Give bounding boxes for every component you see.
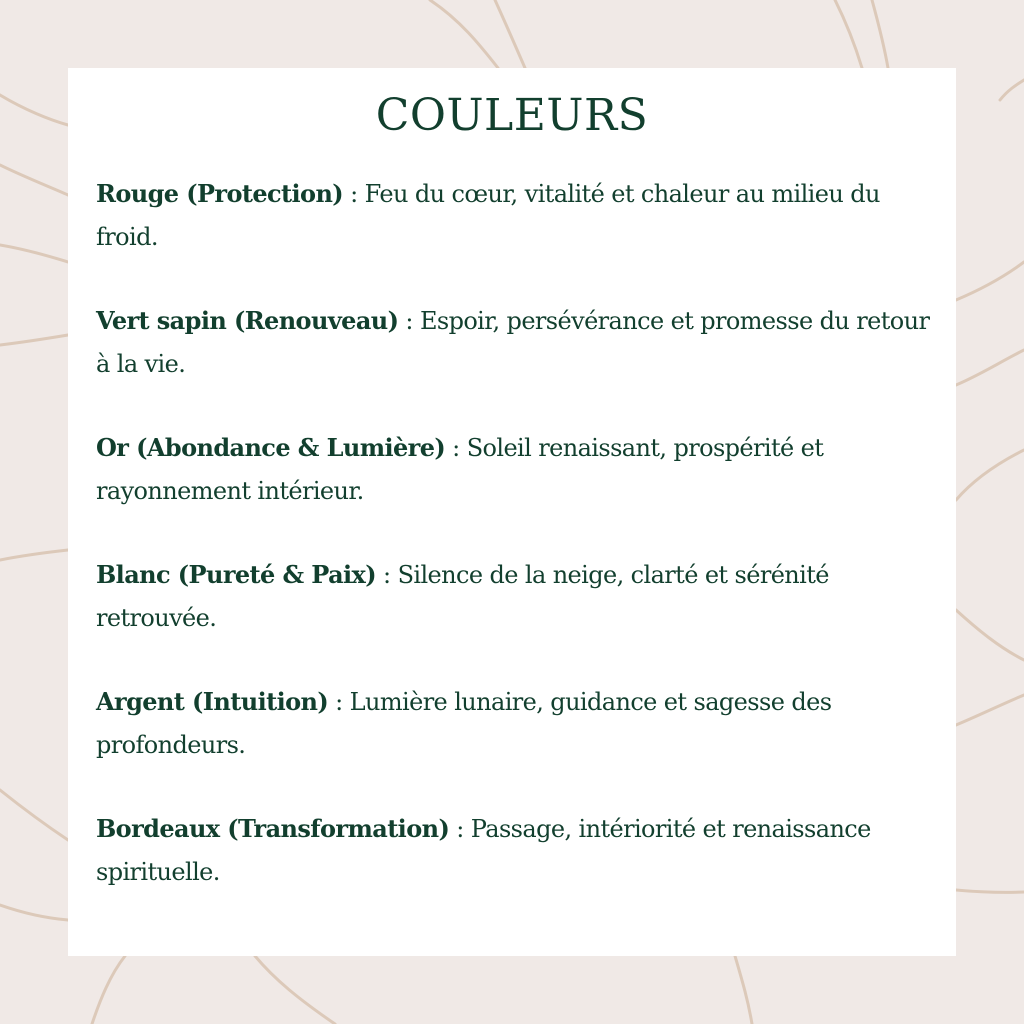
color-entry-separator: : xyxy=(398,307,420,335)
color-entry-name: Vert sapin (Renouveau) xyxy=(96,306,399,335)
color-entry-separator: : xyxy=(376,561,398,589)
color-entry-description: Espoir, persévérance et promesse du retour à la vie. xyxy=(96,307,930,378)
color-entry xyxy=(96,172,932,259)
color-entry-description: Soleil renaissant, prospérité et rayonnement intérieur. xyxy=(96,434,824,505)
color-entry-name: Bordeaux (Transformation) xyxy=(96,814,450,843)
color-entry-name: Rouge (Protection) xyxy=(96,179,344,208)
page-title: COULEURS xyxy=(375,90,649,141)
color-entry-description: Feu du cœur, vitalité et chaleur au milieu du froid. xyxy=(96,180,880,251)
color-meanings-list xyxy=(96,172,932,934)
color-entry xyxy=(96,426,932,513)
color-entry-separator: : xyxy=(445,434,467,462)
color-entry-name: Argent (Intuition) xyxy=(96,687,329,716)
color-entry xyxy=(96,299,932,386)
color-entry-description: Passage, intériorité et renaissance spirituelle. xyxy=(96,815,871,886)
color-entry xyxy=(96,680,932,767)
color-entry xyxy=(96,807,932,894)
color-entry-separator: : xyxy=(449,815,471,843)
color-entry-separator: : xyxy=(343,180,365,208)
color-entry-name: Blanc (Pureté & Paix) xyxy=(96,560,377,589)
color-entry-description: Lumière lunaire, guidance et sagesse des profondeurs. xyxy=(96,688,832,759)
color-entry-name: Or (Abondance & Lumière) xyxy=(96,433,446,462)
color-entry-separator: : xyxy=(328,688,350,716)
color-entry xyxy=(96,553,932,640)
color-entry-description: Silence de la neige, clarté et sérénité retrouvée. xyxy=(96,561,829,632)
